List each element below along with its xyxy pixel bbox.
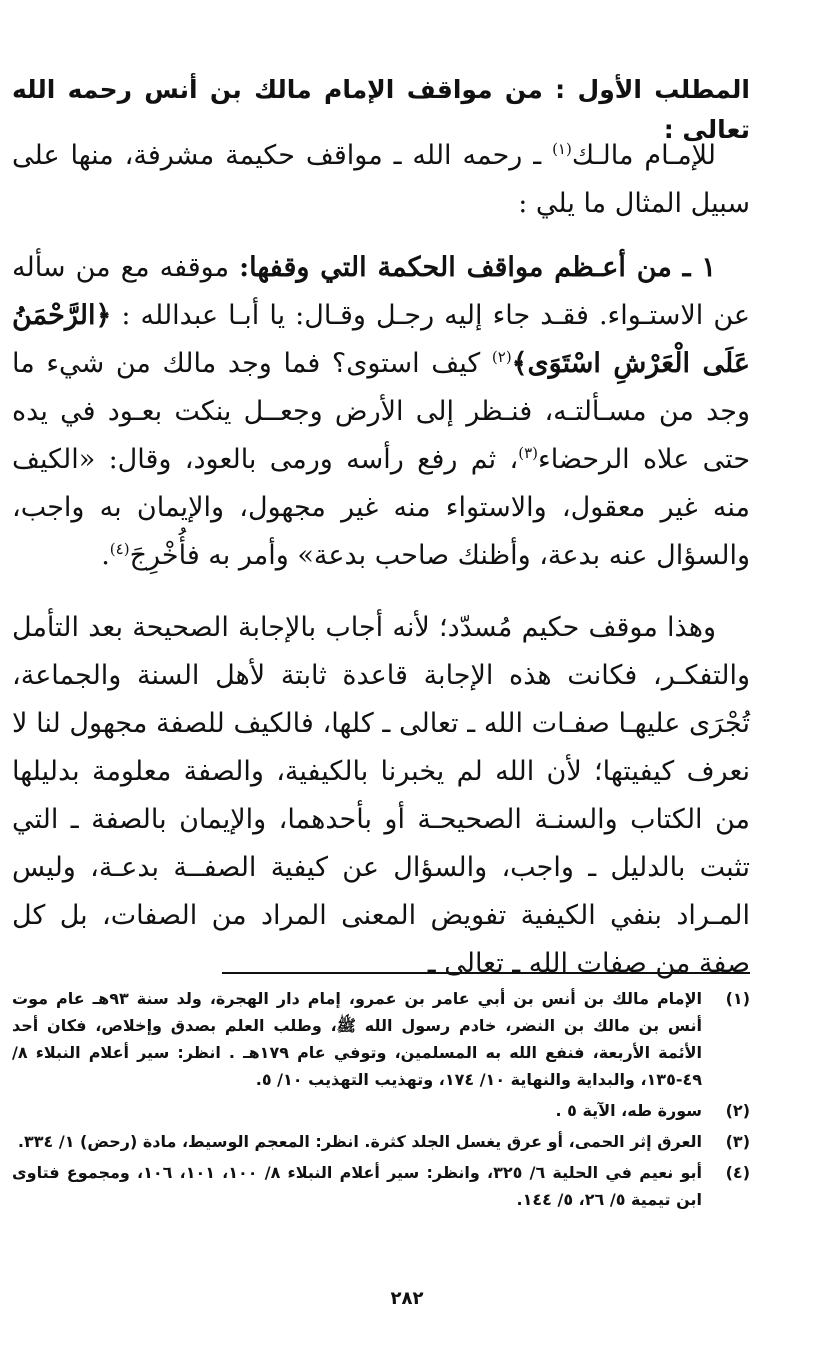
footnote-text: أبو نعيم في الحلية ٦/ ٣٢٥، وانظر: سير أعلام النبلاء ٨/ ١٠٠، ١٠١، ١٠٦، ومجموع فتاوى ابن تيمية ٥/ ٢٦، ٥/ ١٤٤. [12,1163,703,1209]
footnote-number: (٤) [725,1163,750,1182]
footnote-text: الإمام مالك بن أنس بن أبي عامر بن عمرو، إمام دار الهجرة، ولد سنة ٩٣هـ عام موت أنس بن مالك بن النضر، خادم رسول الله ﷺ، وطلب العلم بصدق وإخلاص، فكان أحد الأئمة الأربعة، فنفع الله به المسلمين، وتوفي عام ١٧٩هـ . انظر: سير أعلام النبلاء ٨/ ٤٩-١٣٥، والبداية والنهاية ١٠/ ١٧٤، وتهذيب التهذيب ١٠/ ٥. [12,989,702,1089]
footnote-divider [222,972,750,974]
footnote-ref-4: (٤) [109,540,130,558]
section-heading: المطلب الأول : من مواقف الإمام مالك بن أنس رحمه الله تعالى : [12,75,750,144]
footnote-item [12,1097,750,1124]
story-paragraph [12,244,750,580]
quran-verse: ﴿الرَّحْمَنُ عَلَى الْعَرْشِ اسْتَوَى﴾ [12,300,750,379]
comment-paragraph: وهذا موقف حكيم مُسدّد؛ لأنه أجاب بالإجابة الصحيحة بعد التأمل والتفكـر، فكانت هذه الإجابة قاعدة ثابتة لأهل السنة والجماعة، تُجْرَى عليهـا صفـات الله ـ تعالى ـ كلها، فالكيف للصفة مجهول لنا لا نعرف كيفيتها؛ لأن الله لم يخبرنا بالكيفية، والصفة معلومة بدليلها من الكتاب والسنـة الصحيحـة أو بأحدهما، والإيمان بالصفة ـ التي تثبت بالدليل ـ واجب، والسؤال عن كيفية الصفــة بدعـة، وليس المـراد بنفي الكيفية تفويض المعنى المراد من الصفات، بل كل صفة من صفات الله ـ تعالى ـ [12,612,750,979]
footnote-item [12,1159,750,1213]
footnote-number: (٣) [725,1132,750,1151]
footnote-text: العرق إثر الحمى، أو عرق يغسل الجلد كثرة. انظر: المعجم الوسيط، مادة (رحض) ١/ ٣٣٤. [17,1132,702,1151]
footnote-ref-2: (٢) [491,348,512,366]
footnotes [12,985,750,1217]
story-text-4: . [101,540,110,571]
story-text-3: ، ثم رفع رأسه ورمى بالعود، وقال: «الكيف منه غير معقول، والاستواء منه غير مجهول، والإيمان به واجب، والسؤال عنه بدعة، وأظنك صاحب بدعة» وأمر به فأُخْرِجَ [12,444,750,571]
footnote-ref-3: (٣) [518,444,539,462]
intro-text-end: ـ رحمه الله ـ مواقف حكيمة مشرفة، منها على سبيل المثال ما يلي : [12,140,750,219]
intro-paragraph [12,132,750,228]
footnote-text: سورة طه، الآية ٥ . [555,1101,702,1120]
footnote-ref-1: (١) [552,140,572,158]
footnote-number: (١) [725,989,750,1008]
story-lead: ١ ـ من أعـظم مواقف الحكمة التي وقفها: [239,252,716,283]
story-text-1: موقفه مع من سأله عن الاستـواء. فقـد جاء إليه رجـل وقـال: يا أبـا عبدالله : [12,252,750,331]
intro-text-start: للإمـام مالـك [571,140,716,171]
story-text-2: كيف استوى؟ فما وجد مالك من شيء ما وجد من مسـألتـه، فنـظر إلى الأرض وجعــل ينكت بعـود في يده حتى علاه الرحضاء [12,348,751,475]
footnote-item [12,1128,750,1155]
footnote-item [12,985,750,1093]
page-number: ٢٨٢ [390,1288,424,1309]
footnote-number: (٢) [725,1101,750,1120]
